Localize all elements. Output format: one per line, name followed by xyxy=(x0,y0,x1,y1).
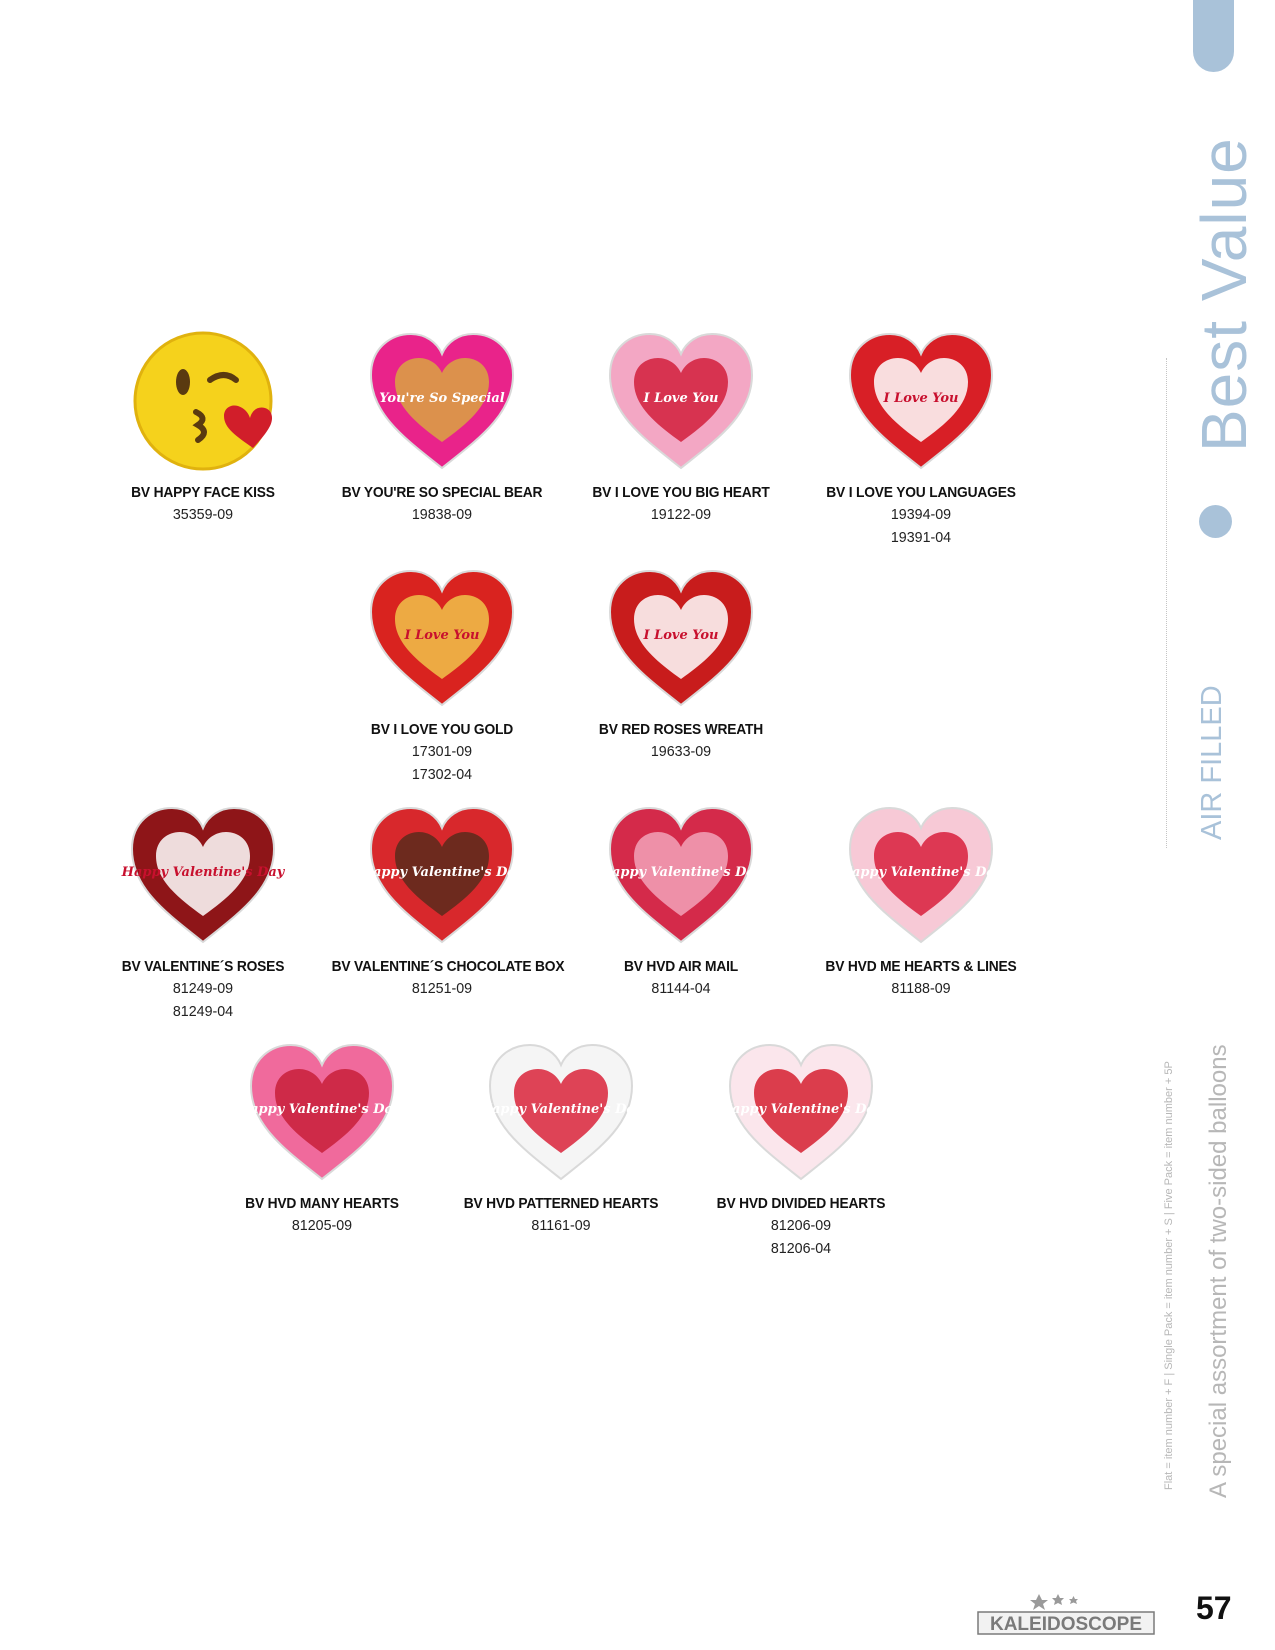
product-card xyxy=(202,1041,442,1237)
heart-balloon-image xyxy=(606,330,756,472)
heart-balloon-image xyxy=(479,1041,643,1183)
product-name: BV YOU'RE SO SPECIAL BEAR xyxy=(341,484,543,501)
product-card xyxy=(322,567,562,786)
product-code: 81205-09 xyxy=(291,1217,353,1234)
heart-balloon-image xyxy=(367,567,517,709)
dotted-divider xyxy=(1166,358,1167,848)
section-tab xyxy=(1193,0,1234,72)
product-card xyxy=(322,330,562,526)
product-code: 81251-09 xyxy=(411,980,473,997)
section-dot xyxy=(1199,505,1232,538)
product-code: 81206-09 xyxy=(770,1217,832,1234)
svg-text:Happy Valentine's Day: Happy Valentine's Day xyxy=(121,865,285,880)
heart-balloon-image xyxy=(719,1041,883,1183)
product-code: 81161-09 xyxy=(531,1217,591,1234)
section-title: Best Value xyxy=(1188,137,1260,452)
kaleidoscope-logo xyxy=(978,1592,1154,1640)
product-card xyxy=(322,804,565,1000)
product-card xyxy=(561,804,801,1000)
product-card xyxy=(801,804,1041,1000)
product-code: 81188-09 xyxy=(891,980,951,997)
product-name: BV VALENTINE´S ROSES xyxy=(121,958,285,975)
emoji-balloon-image xyxy=(128,330,278,472)
product-name: BV HVD ME HEARTS & LINES xyxy=(825,958,1017,975)
svg-text:Happy Valentine's Day: Happy Valentine's Day xyxy=(479,1102,643,1117)
product-code: 19394-09 xyxy=(890,506,952,523)
category-label: AIR FILLED xyxy=(1196,685,1228,840)
product-code: 17302-04 xyxy=(411,766,473,783)
product-code: 81249-04 xyxy=(172,1003,234,1020)
product-name: BV I LOVE YOU BIG HEART xyxy=(592,484,770,501)
product-code: 35359-09 xyxy=(172,506,234,523)
page-number: 57 xyxy=(1196,1590,1232,1626)
product-name: BV I LOVE YOU GOLD xyxy=(370,721,514,738)
svg-text:I Love You: I Love You xyxy=(643,628,719,643)
svg-text:Happy Valentine's Day: Happy Valentine's Day xyxy=(599,865,763,880)
svg-text:Happy Valentine's Day: Happy Valentine's Day xyxy=(360,865,524,880)
pack-legend: Flat = item number + F | Single Pack = item number + S | Five Pack = item number + 5P xyxy=(1163,1061,1175,1490)
product-name: BV HAPPY FACE KISS xyxy=(131,484,275,501)
heart-balloon-image xyxy=(121,804,285,946)
product-code: 19633-09 xyxy=(650,743,712,760)
svg-text:I Love You: I Love You xyxy=(883,391,959,406)
product-card xyxy=(681,1041,921,1260)
product-card xyxy=(441,1041,681,1237)
product-code: 81144-04 xyxy=(651,980,711,997)
svg-text:I Love You: I Love You xyxy=(643,391,719,406)
product-card xyxy=(561,567,801,763)
svg-text:KALEIDOSCOPE: KALEIDOSCOPE xyxy=(989,1614,1143,1635)
product-name: BV HVD AIR MAIL xyxy=(623,958,739,975)
product-card xyxy=(83,330,323,526)
heart-balloon-image xyxy=(606,567,756,709)
product-code: 19391-04 xyxy=(890,529,952,546)
product-name: BV HVD MANY HEARTS xyxy=(245,1195,399,1212)
heart-balloon-image xyxy=(599,804,763,946)
product-card xyxy=(801,330,1041,549)
heart-balloon-image xyxy=(360,804,524,946)
product-name: BV VALENTINE´S CHOCOLATE BOX xyxy=(331,958,565,975)
heart-balloon-image xyxy=(839,804,1003,946)
product-name: BV HVD DIVIDED HEARTS xyxy=(716,1195,886,1212)
product-code: 19122-09 xyxy=(650,506,712,523)
product-code: 81249-09 xyxy=(172,980,234,997)
svg-text:Happy Valentine's Day: Happy Valentine's Day xyxy=(839,865,1003,880)
heart-balloon-image xyxy=(367,330,517,472)
product-card xyxy=(83,804,323,1023)
section-description: A special assortment of two-sided balloons xyxy=(1205,1044,1232,1498)
product-card xyxy=(561,330,801,526)
product-name: BV I LOVE YOU LANGUAGES xyxy=(826,484,1016,501)
product-code: 17301-09 xyxy=(411,743,473,760)
svg-text:You're So Special: You're So Special xyxy=(379,391,505,406)
product-name: BV RED ROSES WREATH xyxy=(598,721,764,738)
product-name: BV HVD PATTERNED HEARTS xyxy=(463,1195,659,1212)
heart-balloon-image xyxy=(237,1041,407,1183)
svg-text:Happy Valentine's Day: Happy Valentine's Day xyxy=(719,1102,883,1117)
product-code: 19838-09 xyxy=(411,506,473,523)
svg-text:Happy Valentine's Day!: Happy Valentine's Day! xyxy=(237,1102,407,1117)
svg-text:I Love You: I Love You xyxy=(404,628,480,643)
product-code: 81206-04 xyxy=(770,1240,832,1257)
heart-balloon-image xyxy=(846,330,996,472)
